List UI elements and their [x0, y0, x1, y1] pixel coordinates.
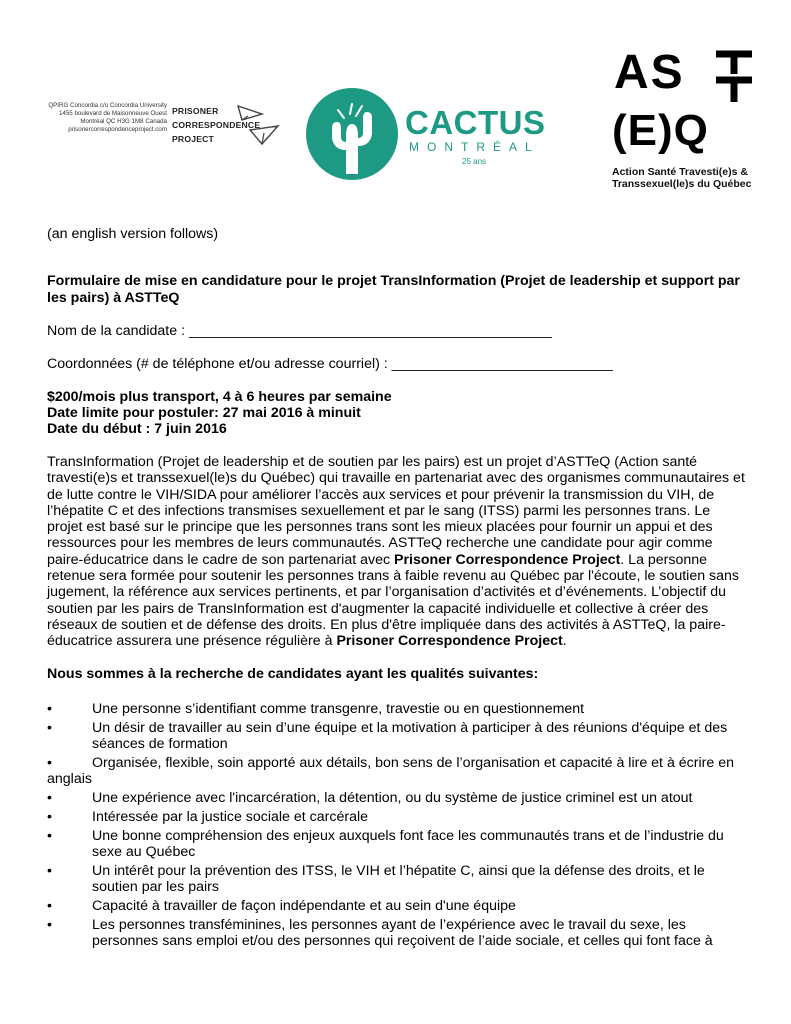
pcp-name-line: PROJECT — [172, 134, 214, 144]
project-description — [47, 454, 747, 650]
list-item-text: Un désir de travailler au sein d’une équipe et la motivation à participer à des réunions d'équipe et des séances de formation — [92, 720, 728, 753]
list-item-text: Les personnes transféminines, les personnes ayant de l’expérience avec le travail du sexe, les personnes sans emploi et/ou des personnes qui reçoivent de l’aide sociale, et celles qui font face à — [92, 917, 713, 950]
list-item-text: Une bonne compréhension des enjeux auxquels font face les communautés trans et de l’industrie du sexe au Québec — [92, 828, 724, 861]
bullet-icon: • — [47, 755, 52, 771]
bullet-icon: • — [47, 790, 52, 806]
partner-name: Prisoner Correspondence Project — [336, 633, 563, 650]
list-item-text: Une personne s’identifiant comme transgenre, travestie ou en questionnement — [92, 701, 585, 717]
cactus-montreal-logo — [300, 84, 560, 184]
bullet-icon: • — [47, 701, 52, 717]
astteq-letters: (E)Q — [612, 106, 709, 155]
cactus-wordmark: CACTUS — [405, 104, 546, 141]
candidate-name-field: Nom de la candidate : ______________________________________________ — [47, 323, 552, 339]
astteq-letters: AS — [614, 46, 685, 99]
pcp-address-line: 1455 boulevard de Maisonneuve Ouest — [58, 110, 167, 117]
qualities-heading: Nous sommes à la recherche de candidates ayant les qualités suivantes: — [47, 666, 539, 682]
bullet-icon: • — [47, 809, 52, 825]
application-deadline: Date limite pour postuler: 27 mai 2016 à minuit — [47, 405, 361, 421]
pcp-name-line: PRISONER — [172, 106, 219, 116]
start-date: Date du début : 7 juin 2016 — [47, 421, 227, 437]
bullet-icon: • — [47, 898, 52, 914]
list-item-text: Capacité à travailler de façon indépendante et au sein d'une équipe — [92, 898, 516, 914]
pcp-address-line: Montréal QC H3G 1M8 Canada — [80, 118, 167, 125]
bullet-icon: • — [47, 720, 52, 736]
list-item-text: Un intérêt pour la prévention des ITSS, le VIH et l’hépatite C, ainsi que la défense des droits, et le soutien par les pairs — [92, 863, 705, 896]
english-version-note: (an english version follows) — [47, 226, 219, 242]
pay-info: $200/mois plus transport, 4 à 6 heures par semaine — [47, 389, 392, 405]
list-item-text: Une expérience avec l'incarcération, la détention, ou du système de justice criminel est un atout — [92, 790, 693, 806]
list-item-text: Organisée, flexible, soin apporté aux détails, bon sens de l’organisation et capacité à lire et à écrire en — [92, 755, 734, 771]
astteq-subtitle-line: Action Santé Travesti(e)s & — [612, 166, 748, 178]
astteq-tt-mark — [712, 48, 756, 108]
project-description-text: TransInformation (Projet de leadership et de soutien par les pairs) est un projet d’ASTTeQ (Action santé travesti(e)s et transsexuel(le)s du Québec) qui travaille en partenariat avec des organismes communautaires et de lutte contre le VIH/SIDA pour améliorer l’accès aux services et pour prévenir la transmission du VIH, de l’hépatite C et des infections transmises sexuellement et par le sang (ITSS) parmi les personnes trans. Le projet est basé sur le principe que les personnes trans sont les mieux placées pour fournir un appui et des ressources pour les membres de leurs communautés. ASTTeQ recherche une candidate pour agir comme paire-éducatrice dans le cadre de son partenariat avec — [47, 454, 745, 568]
cactus-city: MONTRÉAL — [409, 140, 540, 154]
cactus-anniversary: 25 ans — [462, 157, 487, 166]
project-description-text: . La personne retenue sera formée pour soutenir les personnes trans à faible revenu au Québec par l'écoute, le soutien sans jugement, la référence aux services pertinents, et par l’organisation d’activités et d’événements. L’objectif du soutien par les pairs de TransInformation est d'augmenter la capacité individuelle et collective à créer des réseaux de soutien et de défense des droits. En plus d'être impliquée dans des activités à ASTTeQ, la paire-éducatrice assurera une présence régulière à — [47, 551, 740, 650]
project-description-text: . — [562, 633, 567, 650]
form-title: Formulaire de mise en candidature pour le projet TransInformation (Projet de leadership et support par les pairs) à ASTTeQ — [47, 273, 740, 306]
pcp-address-line: prisonercorrespondenceproject.com — [68, 126, 167, 133]
list-item-text: Intéressée par la justice sociale et carcérale — [92, 809, 369, 825]
astteq-subtitle — [612, 166, 751, 190]
bullet-icon: • — [47, 863, 52, 879]
astteq-logo — [608, 48, 758, 198]
bullet-icon: • — [47, 917, 52, 933]
astteq-subtitle-line: Transsexuel(le)s du Québec — [612, 178, 752, 190]
pcp-name-line: CORRESPONDENCE — [172, 120, 261, 130]
pcp-address-line: QPIRG Concordia c/o Concordia University — [48, 102, 167, 109]
prisoner-correspondence-project-logo — [42, 96, 292, 156]
contact-info-field: Coordonnées (# de téléphone et/ou adresse courriel) : ____________________________ — [47, 356, 613, 372]
partner-name: Prisoner Correspondence Project — [394, 551, 621, 568]
cactus-icon — [304, 84, 400, 184]
list-item-continuation: anglais — [47, 771, 92, 787]
bullet-icon: • — [47, 828, 52, 844]
paper-plane-icon — [234, 100, 282, 148]
